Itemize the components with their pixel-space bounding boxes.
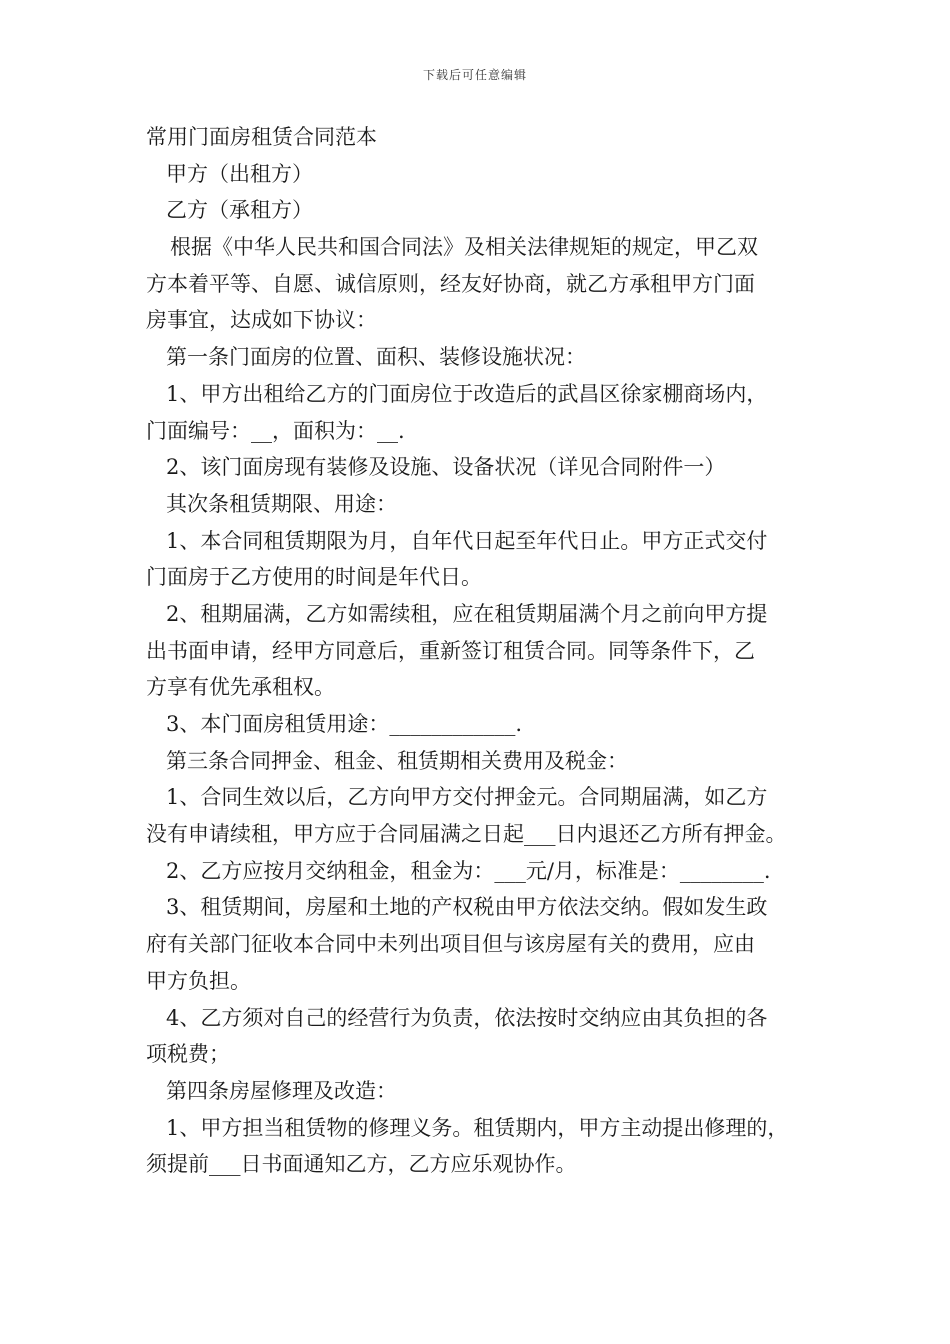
paragraph-line: 4、乙方须对自己的经营行为负责，依法按时交纳应由其负担的各 [166,1005,768,1030]
paragraph-line: 甲方负担。 [146,968,251,993]
paragraph-line: 须提前___日书面通知乙方，乙方应乐观协作。 [146,1152,577,1177]
party-b-line: 乙方（承租方） [166,198,313,223]
article-heading: 其次条租赁期限、用途： [166,491,397,516]
paragraph-line: 1、甲方担当租赁物的修理义务。租赁期内，甲方主动提出修理的， [166,1115,789,1140]
paragraph-line: 1、本合同租赁期限为月，自年代日起至年代日止。甲方正式交付 [166,528,768,553]
document-title: 常用门面房租赁合同范本 [146,125,377,149]
article-heading: 第三条合同押金、租金、租赁期相关费用及税金： [166,748,628,773]
paragraph-line: 根据《中华人民共和国合同法》及相关法律规矩的规定，甲乙双 [170,235,758,260]
party-a-line: 甲方（出租方） [166,161,313,186]
header-note: 下载后可任意编辑 [422,68,527,82]
article-heading: 第四条房屋修理及改造： [166,1078,397,1103]
paragraph-line: 2、租期届满，乙方如需续租，应在租赁期届满个月之前向甲方提 [166,601,768,626]
paragraph-line: 方本着平等、自愿、诚信原则，经友好协商，就乙方承租甲方门面 [146,271,755,296]
paragraph-line: 出书面申请，经甲方同意后，重新签订租赁合同。同等条件下，乙 [146,638,755,663]
paragraph-line: 1、甲方出租给乙方的门面房位于改造后的武昌区徐家棚商场内， [166,381,768,406]
paragraph-line: 门面房于乙方使用的时间是年代日。 [146,565,482,590]
paragraph-line: 方享有优先承租权。 [146,675,335,700]
contract-body [146,119,810,1183]
paragraph-line: 2、该门面房现有装修及设施、设备状况（详见合同附件一） [166,455,726,480]
paragraph-line: 府有关部门征收本合同中未列出项目但与该房屋有关的费用，应由 [146,932,755,957]
paragraph-line: 没有申请续租，甲方应于合同届满之日起___日内退还乙方所有押金。 [146,822,787,847]
paragraph-line: 房事宜，达成如下协议： [146,308,377,333]
paragraph-line: 3、本门面房租赁用途：____________. [166,712,523,736]
paragraph-line: 1、合同生效以后，乙方向甲方交付押金元。合同期届满，如乙方 [166,785,768,810]
paragraph-line: 门面编号：__，面积为：__. [146,418,405,443]
paragraph-line: 3、租赁期间，房屋和土地的产权税由甲方依法交纳。假如发生政 [166,895,768,920]
paragraph-line: 2、乙方应按月交纳租金，租金为：___元/月，标准是：________. [166,858,771,883]
paragraph-line: 项税费； [146,1042,230,1067]
article-heading: 第一条门面房的位置、面积、装修设施状况： [166,345,586,370]
